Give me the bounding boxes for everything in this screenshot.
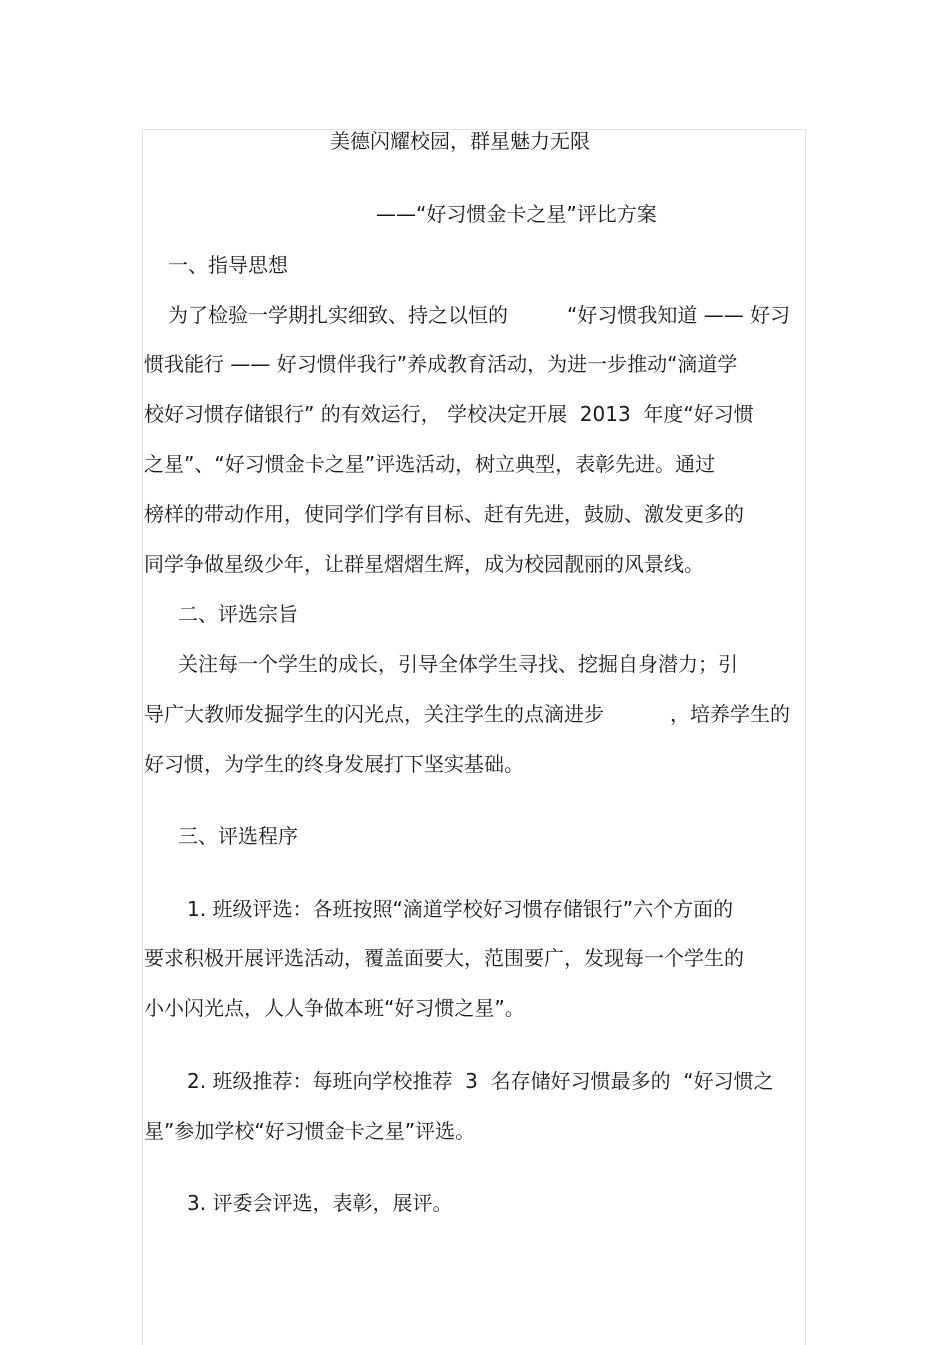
list-item-line: 2. 班级推荐：每班向学校推荐 3 名存储好习惯最多的 “好习惯之 <box>187 1069 774 1093</box>
list-item-line: 3. 评委会评选，表彰，展评。 <box>187 1191 453 1215</box>
list-item-line: 要求积极开展评选活动，覆盖面要大，范围要广，发现每一个学生的 <box>144 946 744 970</box>
paragraph-line: 校好习惯存储银行” 的有效运行， 学校决定开展 2013 年度“好习惯 <box>144 402 754 426</box>
section-heading-procedure: 三、评选程序 <box>178 824 298 848</box>
list-item-line: 星”参加学校“好习惯金卡之星”评选。 <box>144 1119 476 1143</box>
document-subtitle: ——“好习惯金卡之星”评比方案 <box>376 202 657 226</box>
paragraph-line: 关注每一个学生的成长，引导全体学生寻找、挖掘自身潜力；引 <box>178 652 738 676</box>
paragraph-line: 同学争做星级少年，让群星熠熠生辉，成为校园靓丽的风景线。 <box>144 552 704 576</box>
list-item-line: 小小闪光点，人人争做本班“好习惯之星”。 <box>144 996 525 1020</box>
paragraph-line: 为了检验一学期扎实细致、持之以恒的 <box>168 303 508 327</box>
paragraph-line: “好习惯我知道 —— 好习 <box>567 303 791 327</box>
section-heading-purpose: 二、评选宗旨 <box>178 602 298 626</box>
paragraph-line: ，培养学生的 <box>670 702 790 726</box>
section-heading-guiding-thought: 一、指导思想 <box>168 253 288 277</box>
paragraph-line: 之星”、“好习惯金卡之星”评选活动，树立典型，表彰先进。通过 <box>144 452 716 476</box>
paragraph-line: 导广大教师发掘学生的闪光点，关注学生的点滴进步 <box>144 702 604 726</box>
list-item-line: 1. 班级评选：各班按照“滴道学校好习惯存储银行”六个方面的 <box>187 897 734 921</box>
paragraph-line: 榜样的带动作用，使同学们学有目标、赶有先进，鼓励、激发更多的 <box>144 502 744 526</box>
paragraph-line: 好习惯，为学生的终身发展打下坚实基础。 <box>144 752 524 776</box>
paragraph-line: 惯我能行 —— 好习惯伴我行”养成教育活动，为进一步推动“滴道学 <box>144 352 738 376</box>
document-title: 美德闪耀校园，群星魅力无限 <box>330 129 590 153</box>
